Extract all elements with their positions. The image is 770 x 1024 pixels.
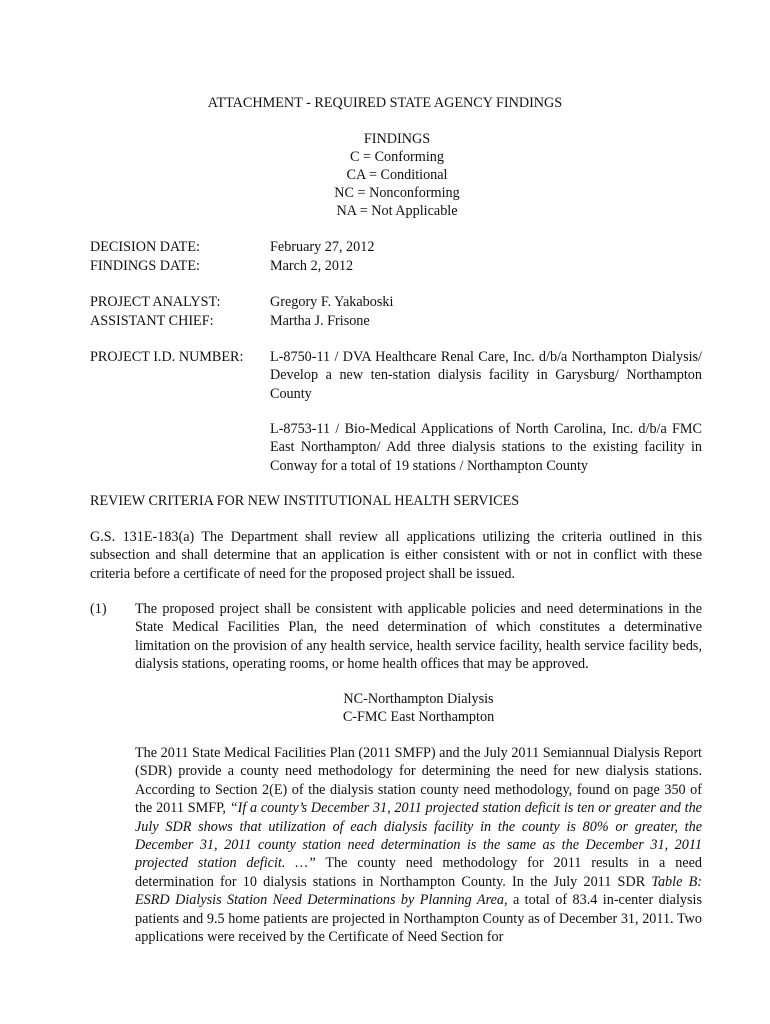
review-criteria-heading: REVIEW CRITERIA FOR NEW INSTITUTIONAL HEALTH SERVICES [90, 493, 520, 509]
para-part-3: a total of 83.4 in-center dialysis patients and 9.5 home patients are projected in Northampton County as of December 31, 2011. Two applications were received by the Certificate of Need Section for [135, 892, 702, 946]
assistant-chief-value: Martha J. Frisone [270, 313, 370, 329]
conformity-fmc-east-northampton: C-FMC East Northampton [342, 709, 495, 726]
legend-conforming: C = Conforming [350, 149, 444, 165]
decision-date-label: DECISION DATE: [90, 239, 200, 255]
para-part-1: The 2011 State Medical Facilities Plan (2011 SMFP) and the July 2011 Semiannual Dialysis Report (SDR) provide a county need methodology for determining the need for new dialysis stations. According to Section 2(E) of the dialysis station county need methodology, found on page 350 of the 2011 SMFP, [135, 745, 702, 817]
project-2-description: L-8753-11 / Bio-Medical Applications of North Carolina, Inc. d/b/a FMC East Northampton/ Add three dialysis stations to the existing facility in Conway for a total of 19 stations / Northampton County [270, 421, 702, 474]
conformity-findings [0, 690, 770, 727]
para-quote: “If a county’s December 31, 2011 projected station deficit is ten or greater and the July SDR shows that utilization of each dialysis facility in the county is 80% or greater, the December 31, 2011 county station need determination is the same as the December 31, 2011 projected station deficit. …” [135, 800, 702, 872]
findings-date-value: March 2, 2012 [270, 258, 354, 274]
para-table-ref: Table B: ESRD Dialysis Station Need Determinations by Planning Area, [135, 873, 702, 909]
project-id-label: PROJECT I.D. NUMBER: [90, 349, 244, 365]
findings-legend [0, 130, 770, 220]
project-1-description: L-8750-11 / DVA Healthcare Renal Care, Inc. d/b/a Northampton Dialysis/ Develop a new ten-station dialysis facility in Garysburg/ Northampton County [270, 349, 702, 402]
legend-not-applicable: NA = Not Applicable [336, 203, 458, 219]
gs-paragraph: G.S. 131E-183(a) The Department shall review all applications utilizing the criteria outlined in this subsection and shall determine that an application is either consistent with or not in conflict with these criteria before a certificate of need for the proposed project shall be issued. [90, 529, 702, 582]
project-analyst-label: PROJECT ANALYST: [90, 294, 221, 310]
assistant-chief-label: ASSISTANT CHIEF: [90, 313, 214, 329]
conformity-northampton-dialysis: NC-Northampton Dialysis [343, 691, 494, 707]
findings-date-label: FINDINGS DATE: [90, 258, 200, 274]
item-1-number: (1) [90, 601, 107, 617]
para-part-2: The county need methodology for 2011 results in a need determination for 10 dialysis stations in Northampton County. In the July 2011 SDR [135, 855, 703, 890]
document-title: ATTACHMENT - REQUIRED STATE AGENCY FINDINGS [207, 95, 563, 111]
legend-conditional: CA = Conditional [346, 167, 448, 183]
need-methodology-paragraph [135, 744, 702, 946]
project-analyst-value: Gregory F. Yakaboski [270, 294, 394, 310]
item-1-text: The proposed project shall be consistent with applicable policies and need determinations in the State Medical Facilities Plan, the need determination of which constitutes a determinative limitation on the provision of any health service, health service facility, health service facility beds, dialysis stations, operating rooms, or home health offices that may be approved. [135, 601, 702, 673]
findings-header: FINDINGS [363, 131, 431, 147]
legend-nonconforming: NC = Nonconforming [334, 185, 460, 201]
decision-date-value: February 27, 2012 [270, 239, 375, 255]
